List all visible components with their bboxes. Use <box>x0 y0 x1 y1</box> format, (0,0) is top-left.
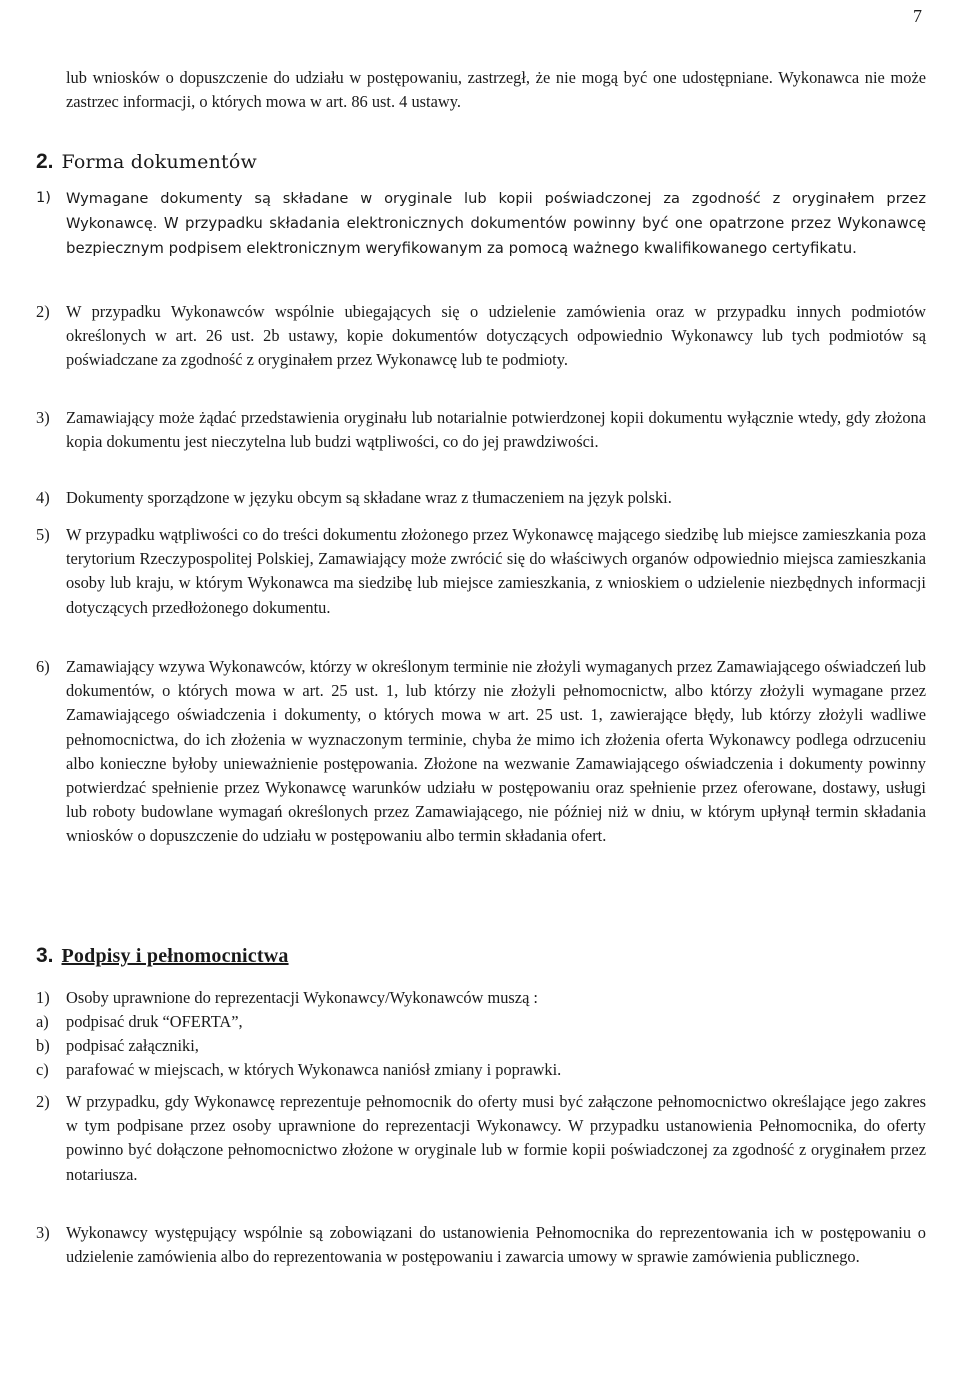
section-3-item-1 <box>36 986 926 1010</box>
section-2-item-1 <box>36 186 926 261</box>
item-number: 3) <box>36 1223 50 1242</box>
item-number: 6) <box>36 657 50 676</box>
item-text: W przypadku Wykonawców wspólnie ubiegających się o udzielenie zamówienia oraz w przypadku innych podmiotów określonych w art. 26 ust. 2b ustawy, kopie dokumentów dotyczących odpowiednio Wykonawcy lub tych podmiotów są poświadczane za zgodność z oryginałem przez Wykonawcę lub te podmioty. <box>66 302 926 370</box>
section-2-heading <box>36 150 257 175</box>
item-number: 2) <box>36 302 50 321</box>
item-text: Dokumenty sporządzone w języku obcym są składane wraz z tłumaczeniem na język polski. <box>66 488 672 507</box>
section-3-subitem-c <box>36 1058 926 1082</box>
item-text: W przypadku, gdy Wykonawcę reprezentuje pełnomocnik do oferty musi być załączone pełnomocnictwo określające jego zakres w tym podpisane przez osoby uprawnione do reprezentacji Wykonawcy. W przypadku ustanowienia Pełnomocnika, do oferty powinno być dołączone pełnomocnictwo złożone w oryginale lub w formie kopii poświadczonej za zgodność z oryginałem przez notariusza. <box>66 1092 926 1184</box>
item-text: Zamawiający może żądać przedstawienia oryginału lub notarialnie potwierdzonej kopii dokumentu wyłącznie wtedy, gdy złożona kopia dokumentu jest nieczytelna lub budzi wątpliwości, co do jej prawdziwości. <box>66 408 926 452</box>
item-text-part-b: W przypadku składania elektronicznych dokumentów powinny być one opatrzone przez Wykonawcę bezpiecznym podpisem elektronicznym weryfikowanym za pomocą ważnego kwalifikowanego certyfikatu. <box>66 214 926 258</box>
section-2-item-4 <box>36 486 926 510</box>
item-number: 2) <box>36 1092 50 1111</box>
item-text: W przypadku wątpliwości co do treści dokumentu złożonego przez Wykonawcę mającego siedzibę lub miejsce zamieszkania poza terytorium Rzeczypospolitej Polskiej, Zamawiający może zwrócić się do właściwych organów odpowiednio miejsca zamieszkania osoby lub kraju, w którym Wykonawca ma siedzibę lub miejsce zamieszkania, z wnioskiem o udzielenie niezbędnych informacji dotyczących przedłożonego dokumentu. <box>66 525 926 617</box>
section-3-subitem-a <box>36 1010 926 1034</box>
item-number: 4) <box>36 488 50 507</box>
section-3-subitem-b <box>36 1034 926 1058</box>
section-2-item-6 <box>36 655 926 849</box>
item-text: Wykonawcy występujący wspólnie są zobowiązani do ustanowienia Pełnomocnika do reprezentowania ich w postępowaniu o udzielenie zamówienia albo do reprezentowania w postępowaniu i zawarcia umowy w sprawie zamówienia publicznego. <box>66 1223 926 1267</box>
subitem-text: parafować w miejscach, w których Wykonawca naniósł zmiany i poprawki. <box>66 1060 562 1079</box>
section-2-title: Forma dokumentów <box>61 151 257 173</box>
section-3-item-3 <box>36 1221 926 1269</box>
section-2-item-3 <box>36 406 926 454</box>
subitem-label: b) <box>36 1036 50 1055</box>
item-number: 3) <box>36 408 50 427</box>
subitem-label: c) <box>36 1060 49 1079</box>
item-text-part-a: Wymagane dokumenty są składane w oryginale lub kopii poświadczonej za zgodność z oryginałem przez Wykonawcę. <box>66 190 926 233</box>
item-text: Osoby uprawnione do reprezentacji Wykonawcy/Wykonawców muszą : <box>66 988 538 1007</box>
subitem-text: podpisać załączniki, <box>66 1036 199 1055</box>
section-3-number: 3. <box>36 944 54 967</box>
section-2-item-5 <box>36 523 926 620</box>
item-number: 1) <box>36 988 50 1007</box>
section-3-item-2 <box>36 1090 926 1187</box>
section-2-item-2 <box>36 300 926 373</box>
item-number: 5) <box>36 525 50 544</box>
subitem-text: podpisać druk “OFERTA”, <box>66 1012 243 1031</box>
section-2-number: 2. <box>36 150 54 173</box>
item-number: 1) <box>36 189 51 206</box>
intro-paragraph: lub wniosków o dopuszczenie do udziału w postępowaniu, zastrzegł, że nie mogą być one udostępniane. Wykonawca nie może zastrzec informacji, o których mowa w art. 86 ust. 4 ustawy. <box>66 68 926 112</box>
section-3-title: Podpisy i pełnomocnictwa <box>61 945 289 967</box>
section-3-heading <box>36 944 289 969</box>
page-number: 7 <box>913 6 922 26</box>
subitem-label: a) <box>36 1012 49 1031</box>
item-text: Zamawiający wzywa Wykonawców, którzy w określonym terminie nie złożyli wymaganych przez Zamawiającego oświadczeń lub dokumentów, o których mowa w art. 25 ust. 1, lub którzy nie złożyli pełnomocnictw, albo którzy złożyli wymagane przez Zamawiającego oświadczenia i dokumenty, o których mowa w art. 25 ust. 1, zawierające błędy, lub którzy złożyli wadliwe pełnomocnictwa, do ich złożenia w wyznaczonym terminie, chyba że mimo ich złożenia oferta Wykonawcy podlega odrzuceniu albo konieczne byłoby unieważnienie postępowania. Złożone na wezwanie Zamawiającego oświadczenia i dokumenty powinny potwierdzać spełnienie przez Wykonawcę warunków udziału w postępowaniu oraz spełnienie przez oferowane, dostawy, usługi lub roboty budowlane wymagań określonych przez Zamawiającego, nie później niż w dniu, w którym upłynął termin składania wniosków o dopuszczenie do udziału w postępowaniu albo termin składania ofert. <box>66 657 926 846</box>
